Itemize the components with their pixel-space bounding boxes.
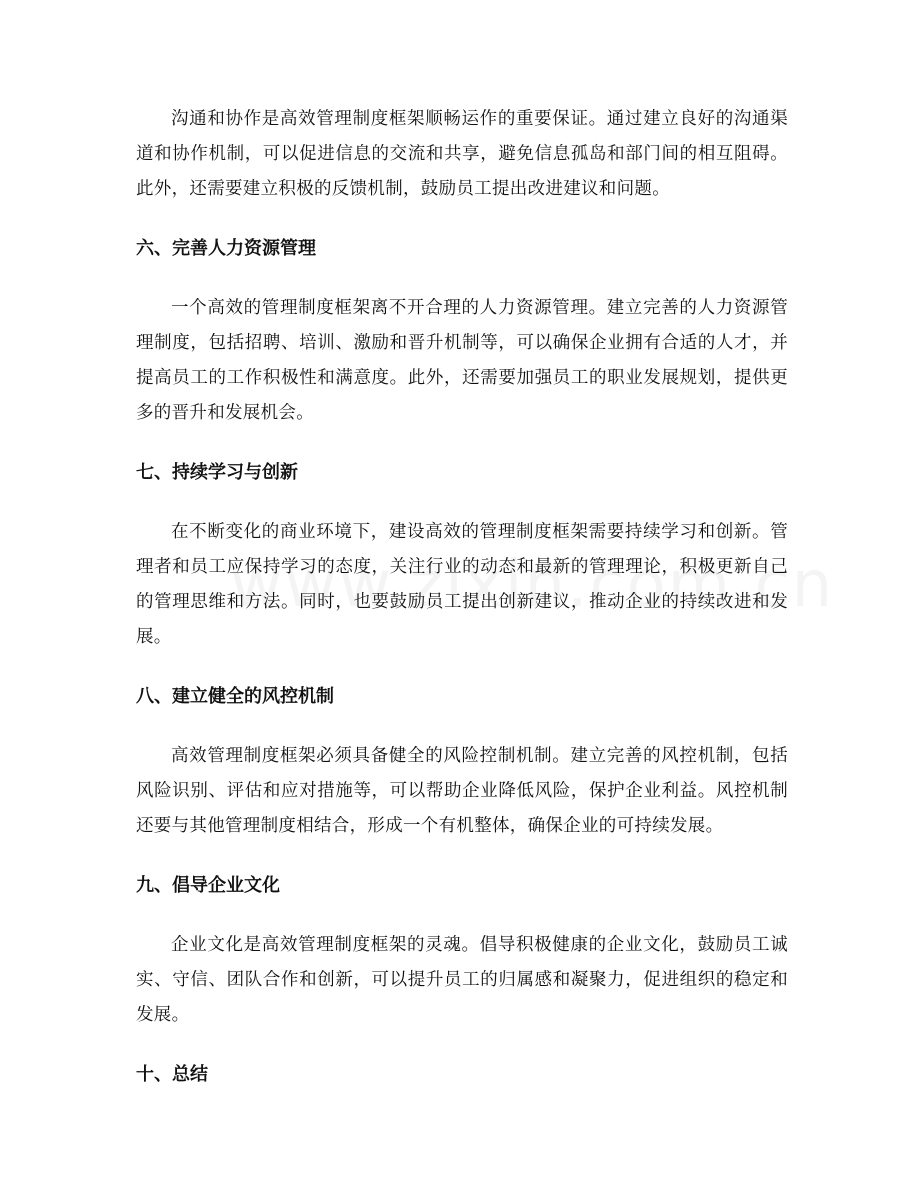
paragraph-risk: 高效管理制度框架必须具备健全的风险控制机制。建立完善的风控机制，包括风险识别、评估和应对措施等，可以帮助企业降低风险，保护企业利益。风控机制还要与其他管理制度相结合，形成一个有机整体，确保企业的可持续发展。 [136, 746, 788, 836]
paragraph-communication: 沟通和协作是高效管理制度框架顺畅运作的重要保证。通过建立良好的沟通渠道和协作机制，可以促进信息的交流和共享，避免信息孤岛和部门间的相互阻碍。此外，还需要建立积极的反馈机制，鼓励员工提出改进建议和问题。 [136, 109, 788, 199]
section-heading-summary: 十、总结 [136, 1064, 208, 1085]
section-heading-hr: 六、完善人力资源管理 [136, 238, 316, 259]
document-body [136, 102, 788, 1089]
paragraph-culture: 企业文化是高效管理制度框架的灵魂。倡导积极健康的企业文化，鼓励员工诚实、守信、团队合作和创新，可以提升员工的归属感和凝聚力，促进组织的稳定和发展。 [136, 935, 788, 1025]
section-heading-learning: 七、持续学习与创新 [136, 462, 298, 483]
section-heading-risk: 八、建立健全的风控机制 [136, 686, 334, 707]
section-heading-culture: 九、倡导企业文化 [136, 875, 280, 896]
paragraph-hr: 一个高效的管理制度框架离不开合理的人力资源管理。建立完善的人力资源管理制度，包括招聘、培训、激励和晋升机制等，可以确保企业拥有合适的人才，并提高员工的工作积极性和满意度。此外，还需要加强员工的职业发展规划，提供更多的晋升和发展机会。 [136, 298, 788, 423]
paragraph-learning: 在不断变化的商业环境下，建设高效的管理制度框架需要持续学习和创新。管理者和员工应保持学习的态度，关注行业的动态和最新的管理理论，积极更新自己的管理思维和方法。同时，也要鼓励员工提出创新建议，推动企业的持续改进和发展。 [136, 522, 788, 647]
